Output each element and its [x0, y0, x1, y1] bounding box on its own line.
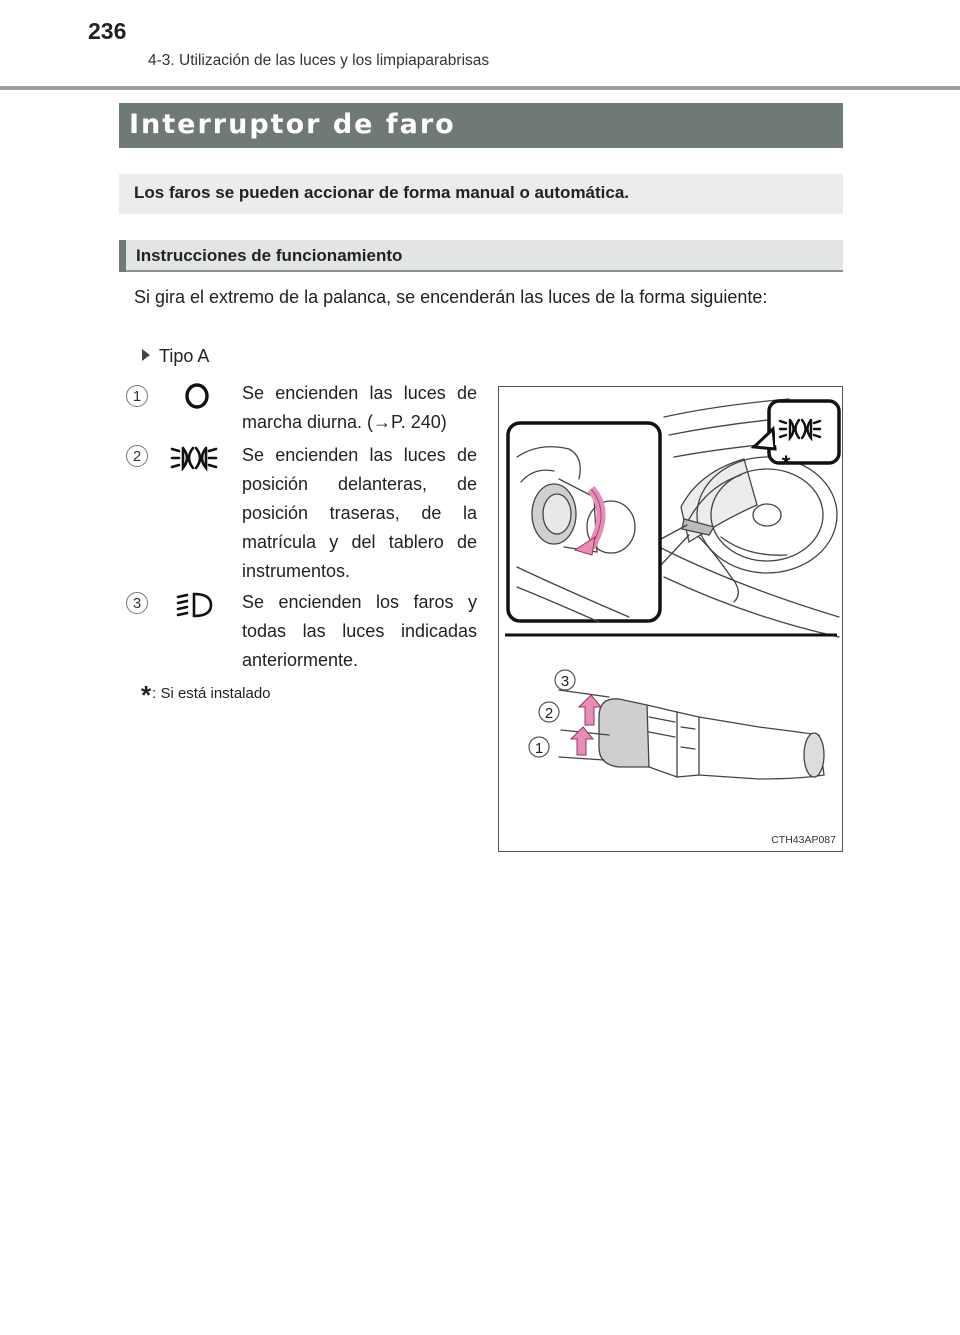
item-description-2: Se encienden las luces de posición delanteras, de posición traseras, de la matrícula y del tablero de instrumentos.	[242, 445, 477, 581]
item-description-1: Se encienden las luces de marcha diurna. (→P. 240)	[242, 383, 477, 432]
header-rule	[0, 86, 960, 90]
page-number: 236	[88, 18, 127, 44]
type-label	[142, 346, 209, 367]
footnote-text: : Si está instalado	[152, 685, 271, 702]
figure-callout-1: 1	[534, 740, 544, 757]
heading-accent-bar	[119, 240, 126, 272]
figure-callout-3: 3	[560, 673, 570, 690]
body-paragraph: Si gira el extremo de la palanca, se encenderán las luces de la forma siguiente:	[134, 287, 768, 307]
headlight-switch-illustration	[499, 387, 843, 852]
section-title-bar	[119, 103, 843, 148]
section-title: Interruptor de faro	[129, 109, 456, 140]
item-number-1: 1	[126, 385, 148, 407]
subsection-heading	[119, 240, 843, 272]
illustration-figure	[498, 386, 843, 852]
headlights-icon	[176, 590, 214, 620]
position-lights-icon	[170, 443, 218, 473]
footnote-asterisk: *	[141, 680, 152, 710]
daytime-running-light-icon	[184, 381, 210, 411]
chapter-title: 4-3. Utilización de las luces y los limpiaparabrisas	[148, 52, 490, 69]
item-description-3: Se encienden los faros y todas las luces indicadas anteriormente.	[242, 592, 477, 670]
item-number-2: 2	[126, 445, 148, 467]
item-number-3: 3	[126, 592, 148, 614]
type-label-text: Tipo A	[159, 346, 210, 366]
figure-asterisk: *	[781, 451, 791, 476]
intro-text: Los faros se pueden accionar de forma manual o automática.	[134, 183, 630, 202]
triangle-bullet-icon	[142, 349, 150, 361]
footnote	[141, 680, 271, 711]
figure-callout-2: 2	[544, 705, 554, 722]
subsection-heading-text: Instrucciones de funcionamiento	[136, 246, 403, 265]
figure-code: CTH43AP087	[771, 834, 836, 846]
intro-box	[119, 174, 843, 214]
